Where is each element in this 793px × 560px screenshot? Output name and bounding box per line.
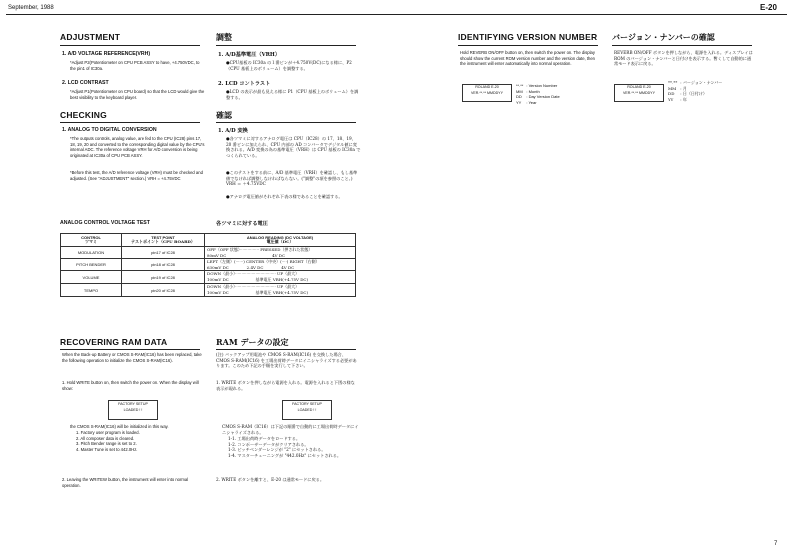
lcd-line1: ROLAND E-20 xyxy=(627,85,651,89)
list-item: 1-3. ピッチベンダーレンジが "2" にセットされる。 xyxy=(228,447,326,453)
legend-key: MM xyxy=(516,88,523,94)
lcd-factory-setup-en xyxy=(108,400,158,420)
lcd-version-jp xyxy=(614,84,664,102)
list-item: 1-1. 工場出荷時データをロードする。 xyxy=(228,436,301,441)
table-row xyxy=(61,284,356,297)
lcd-line1: FACTORY SETUP xyxy=(292,402,322,406)
row-reading-2: 80mV DC 4V DC xyxy=(207,253,286,258)
legend-key: MM xyxy=(668,85,677,91)
legend-key: DD xyxy=(516,94,522,100)
chk-text2: *Before this test, the A/D reference voltage (VRH) must be checked and adjusted. (See "ADJUSTMENT" section.) VRH = +4.75VDC xyxy=(70,170,203,181)
recover-rule xyxy=(60,349,200,350)
col-control-jp: ツマミ xyxy=(85,239,97,244)
adj-s2-title: 2. LCD CONTRAST xyxy=(62,80,109,86)
checking-title: CHECKING xyxy=(60,110,107,120)
jp-recover-after: CMOS S-RAM（IC16）は下記の順番で自動的に工場出荷時データにイニシャライズされる。 xyxy=(222,424,359,435)
version-text: Hold REVERB ON/OFF button on, then switch the power on. The display should show the current ROM version number and the version date, then the instrument will enter automatically into normal operation. xyxy=(460,50,596,67)
row-control: VOLUME xyxy=(61,271,122,284)
version-legend xyxy=(516,83,563,105)
jp-recover-title: RAM データの設定 xyxy=(216,337,289,347)
legend-value: : Month xyxy=(526,88,540,94)
header-rule xyxy=(6,14,787,15)
table-row xyxy=(61,247,356,259)
recover-intro: When the Back-up Battery or CMOS S-RAM(IC16) has been replaced, take the following operation to initialize the CMOS S-RAM(IC16). xyxy=(62,352,202,363)
legend-key: **.** xyxy=(516,83,524,88)
analog-voltage-table xyxy=(60,233,356,297)
row-point: pin17 of IC28 xyxy=(122,247,205,259)
jp-chk-text2: ●このテストをする前に、A/D 基準電圧（VRH）を確認し、もし基準値でなければ調整しなければならない。("調整"の項を参照のこと。) VRH ＝ ＋4.75VDC xyxy=(226,170,358,187)
lcd-factory-setup-jp xyxy=(282,400,332,420)
jp-adjust-title: 調整 xyxy=(216,32,232,42)
header-date: September, 1988 xyxy=(8,5,54,11)
row-reading-2: 630mV DC 2.4V DC 4V DC xyxy=(207,265,295,270)
row-control: TEMPO xyxy=(61,284,122,297)
recover-list xyxy=(76,430,140,452)
col-reading-jp: 電圧値（DC） xyxy=(266,239,294,244)
col-point-jp: テストポイント（CPU BOARD） xyxy=(131,239,195,244)
legend-value: : Day Version Date xyxy=(526,94,560,100)
lcd-line2: VER.**.** MMDDYY xyxy=(623,90,655,95)
chk-s1-title: 1. ANALOG TO DIGITAL CONVERSION xyxy=(62,127,157,133)
page-number: 7 xyxy=(774,541,778,547)
row-reading-1: LEFT（左側）(······) CENTER（中央）(····) RIGHT（右側） xyxy=(207,259,320,264)
col-reading-en: ANALOG READING (DC VOLTAGE) xyxy=(246,234,314,240)
adjustment-rule xyxy=(60,45,200,46)
jp-recover-list xyxy=(228,436,358,458)
table-row xyxy=(61,259,356,271)
jp-adj-s2-title: 2. LCD コントラスト xyxy=(218,81,271,87)
jp-version-legend xyxy=(668,80,725,102)
checking-rule xyxy=(60,122,200,123)
row-point: pin18 of IC28 xyxy=(122,259,205,271)
jp-chk-text1: ●各ツマミに対するアナログ電圧は CPU（IC28）の 17、18、19、20 番ピンに加えられ、CPU 内部の AD コンバータでデジタル値に変換される。A/D 変換の為の基準電圧（VRH）は CPU 基板の IC30a でつくられている。 xyxy=(226,136,361,158)
row-control: MODULATION xyxy=(61,247,122,259)
legend-key: YY xyxy=(516,99,522,105)
lcd-line1: FACTORY SETUP xyxy=(118,402,148,406)
legend-value: : Version Number xyxy=(526,83,558,88)
recover-after: the CMOS S-RAM(IC16) will be initialized in this way. xyxy=(70,424,169,429)
chk-text1: *The outputs controls, analog value, are fed to the CPU (IC28) pins 17, 18, 19, 20 and converted to the corresponding digital value by the CPU's internal ADC. The reference voltage VRH for A/D conversion is being originated at IC30a of CPU PCB ASSY. xyxy=(70,136,205,158)
recover-step2: 2. Leaving the WRITEW button, the instrument will enter into normal operation. xyxy=(62,477,189,488)
jp-recover-note: (注) バックアップ用電池や CMOS S-RAM(IC16) を交換した場合、CMOS S-RAM(IC16) を工場出荷時データにイニシャライズする必要があります。このため下記の手順を実行して下さい。 xyxy=(216,352,357,369)
row-point: pin20 of IC28 xyxy=(122,284,205,297)
jp-recover-step2: 2. WRITE ボタンを離すと、E-20 は通常モードに戻る。 xyxy=(216,477,325,482)
legend-value: : 月 xyxy=(680,85,687,91)
list-item: 1-4. マスターチューニングが "442.0Hz" にセットされる。 xyxy=(228,452,342,458)
list-item: 2. All composer data is cleared. xyxy=(76,435,135,441)
col-control-en: CONTROL xyxy=(81,234,101,240)
legend-key: DD xyxy=(668,91,675,97)
jp-adjust-rule xyxy=(216,45,356,46)
row-point: pin19 of IC28 xyxy=(122,271,205,284)
legend-value: : 年 xyxy=(680,96,687,102)
jp-version-text: REVERB ON/OFF ボタンを押しながら、電源を入れる。ディスプレイは ROM のバージョン・ナンバーと日付けを表示する。暫くして自動的に通常モード表示に戻る。 xyxy=(614,50,753,67)
table-row xyxy=(61,271,356,284)
jp-version-rule xyxy=(612,45,752,46)
row-reading-2: 100mV DC 基準電圧 VRH(+4.75V DC) xyxy=(207,290,309,295)
jp-adj-s1-text: ●CPU基板の IC30a の１番ピンが＋4.750V(DC)になる様に、P2（CPU 基板上のボリューム）を調整する。 xyxy=(226,60,352,71)
row-control: PITCH BENDER xyxy=(61,259,122,271)
jp-version-title: バージョン・ナンバーの確認 xyxy=(612,32,715,42)
legend-value: : Year xyxy=(526,99,537,105)
legend-key: YY xyxy=(668,96,674,102)
lcd-line2: VER.**.** MMDDYY xyxy=(471,90,503,95)
list-item: 3. Pitch Bender range is set to 2. xyxy=(76,441,137,447)
adjustment-title: ADJUSTMENT xyxy=(60,32,121,42)
lcd-version-en xyxy=(462,84,512,102)
page-code: E-20 xyxy=(760,3,777,12)
version-rule xyxy=(458,45,598,46)
lcd-line2: LOADED ! ! xyxy=(297,408,317,412)
recover-step1: 1. Hold WRITE button on, then switch the power on. When the display will show: xyxy=(62,380,199,391)
lcd-line1: ROLAND E-20 xyxy=(475,85,499,89)
jp-chk-text3: ●アナログ電圧値がそれぞれ下表の様であることを確認する。 xyxy=(226,194,343,199)
col-point-en: TEST POINT xyxy=(151,234,175,240)
recover-title: RECOVERING RAM DATA xyxy=(60,337,168,347)
jp-recover-step1: 1. WRITE ボタンを押しながら電源を入れる。電源を入れると下図の様な表示が現れる。 xyxy=(216,380,355,391)
row-reading-2: 100mV DC 基準電圧 VRH(+4.75V DC) xyxy=(207,277,309,282)
adj-s2-text: *Adjust P1(Potentiometer on CPU board) so that the LCD would give the best visibility to the keyboard player. xyxy=(70,89,205,100)
row-reading-1: DOWN（最小）································ UP（最大） xyxy=(207,284,300,289)
list-item: 1. Factory user program is loaded. xyxy=(76,430,140,435)
table-title-jp: 各ツマミに対する電圧 xyxy=(216,221,268,227)
adj-s1-text: *Adjust P2(Potentiometer on CPU PCB ASSY to have, +4.750VDC, to the pin1 of IC30a. xyxy=(70,60,200,71)
lcd-line2: LOADED ! ! xyxy=(123,408,143,412)
table-title-en: ANALOG CONTROL VOLTAGE TEST xyxy=(60,220,150,226)
list-item: 1-2. コンポーザーデータがクリアされる。 xyxy=(228,441,309,447)
jp-adj-s1-title: 1. A/D基準電圧（VRH） xyxy=(218,52,281,58)
jp-adj-s2-text: ●LCD の表示が最も見える様に P1（CPU 基板上のボリューム）を調整する。 xyxy=(226,89,359,100)
jp-chk-s1-title: 1. A/D 変換 xyxy=(218,128,248,134)
legend-value: : 日（日付け） xyxy=(680,91,707,97)
jp-recover-rule xyxy=(216,349,356,350)
legend-value: : バージョン・ナンバー xyxy=(680,80,723,85)
adj-s1-title: 1. A/D VOLTAGE REFERENCE(VRH) xyxy=(62,51,151,57)
row-reading-1: OFF（OFF 状態）··············· PRESSED（押された状態） xyxy=(207,247,313,252)
list-item: 4. Master Tune is set to 442.0Hz. xyxy=(76,446,138,452)
row-reading-1: DOWN（最小）································ UP（最大） xyxy=(207,271,300,276)
jp-check-rule xyxy=(216,122,356,123)
version-title: IDENTIFYING VERSION NUMBER xyxy=(458,32,598,42)
legend-key: **.** xyxy=(668,80,678,85)
jp-check-title: 確認 xyxy=(216,110,232,120)
